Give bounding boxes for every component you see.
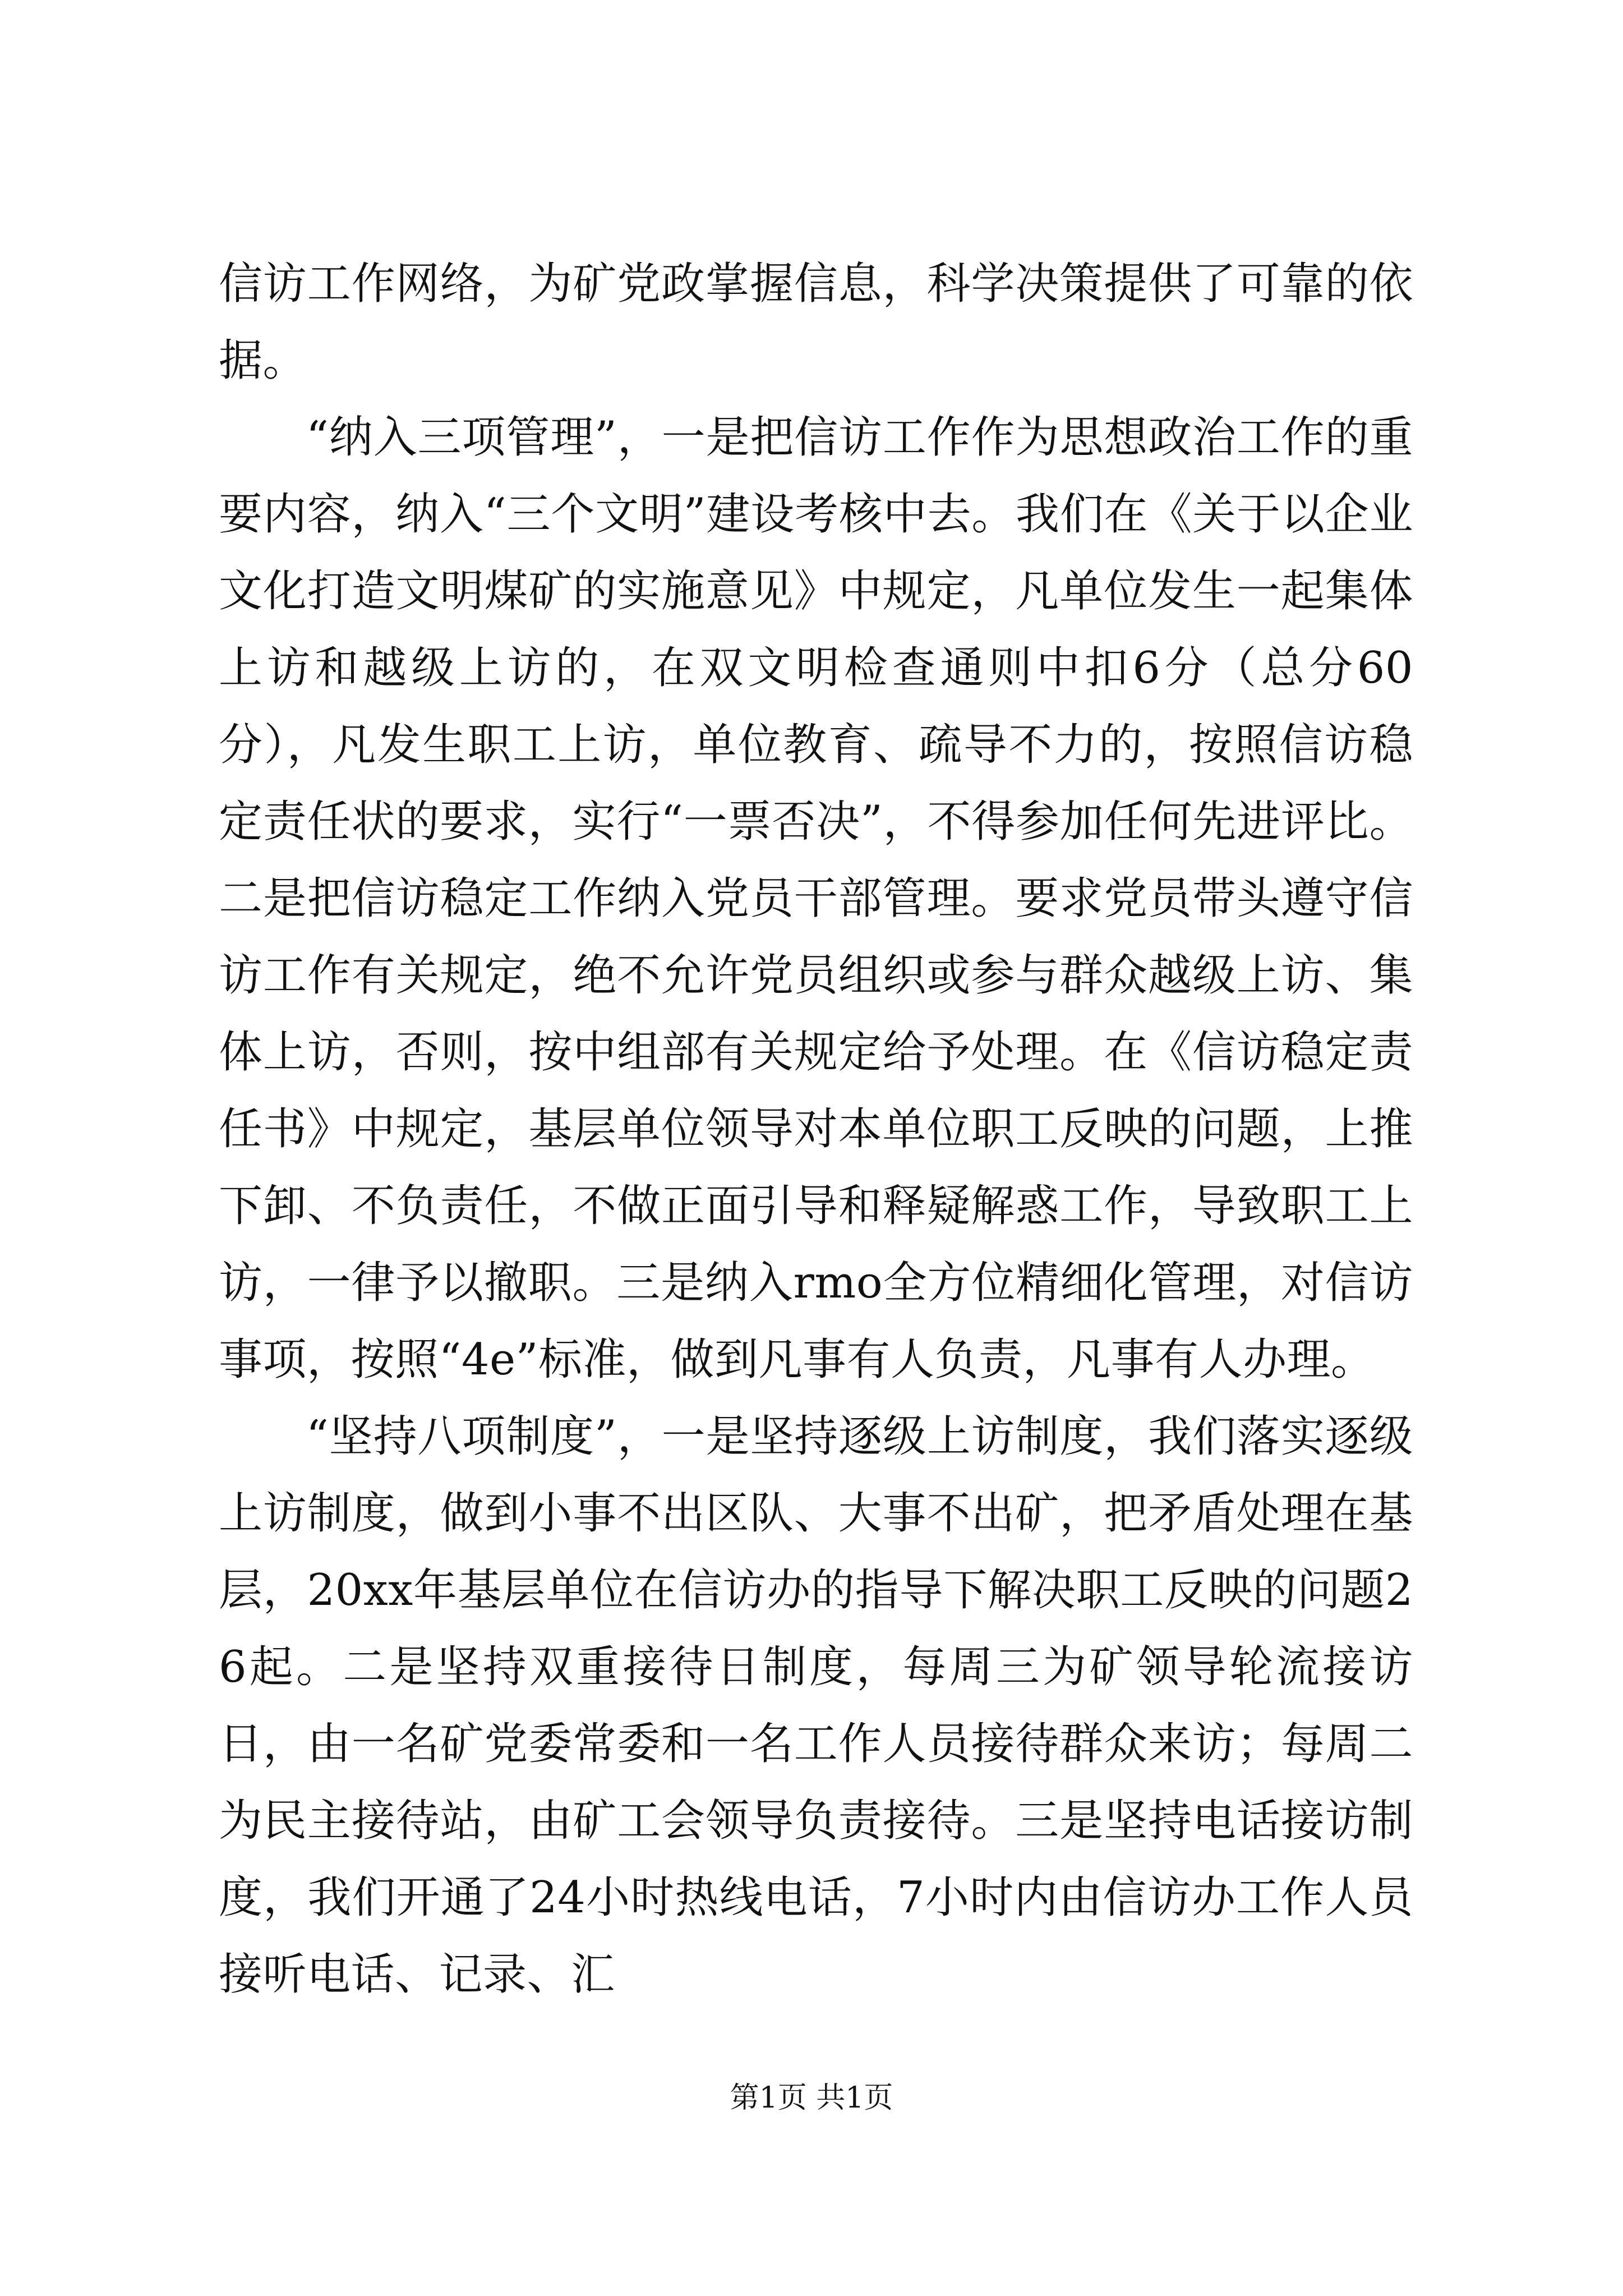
document-body	[219, 246, 1413, 2013]
paragraph-2: “纳入三项管理”，一是把信访工作作为思想政治工作的重要内容，纳入“三个文明”建设考核中去。我们在《关于以企业文化打造文明煤矿的实施意见》中规定，凡单位发生一起集体上访和越级上访的，在双文明检查通则中扣6分（总分60分），凡发生职工上访，单位教育、疏导不力的，按照信访稳定责任状的要求，实行“一票否决”，不得参加任何先进评比。二是把信访稳定工作纳入党员干部管理。要求党员带头遵守信访工作有关规定，绝不允许党员组织或参与群众越级上访、集体上访，否则，按中组部有关规定给予处理。在《信访稳定责任书》中规定，基层单位领导对本单位职工反映的问题，上推下卸、不负责任，不做正面引导和释疑解惑工作，导致职工上访，一律予以撤职。三是纳入rmo全方位精细化管理，对信访事项，按照“4e”标准，做到凡事有人负责，凡事有人办理。	[219, 412, 1413, 1385]
page-footer: 第1页 共1页	[730, 2081, 893, 2115]
paragraph-1: 信访工作网络，为矿党政掌握信息，科学决策提供了可靠的依据。	[219, 259, 1413, 386]
paragraph-3: “坚持八项制度”，一是坚持逐级上访制度，我们落实逐级上访制度，做到小事不出区队、大事不出矿，把矛盾处理在基层，20xx年基层单位在信访办的指导下解决职工反映的问题26起。二是坚持双重接待日制度，每周三为矿领导轮流接访日，由一名矿党委常委和一名工作人员接待群众来访；每周二为民主接待站，由矿工会领导负责接待。三是坚持电话接访制度，我们开通了24小时热线电话，7小时内由信访办工作人员接听电话、记录、汇	[219, 1411, 1413, 2000]
